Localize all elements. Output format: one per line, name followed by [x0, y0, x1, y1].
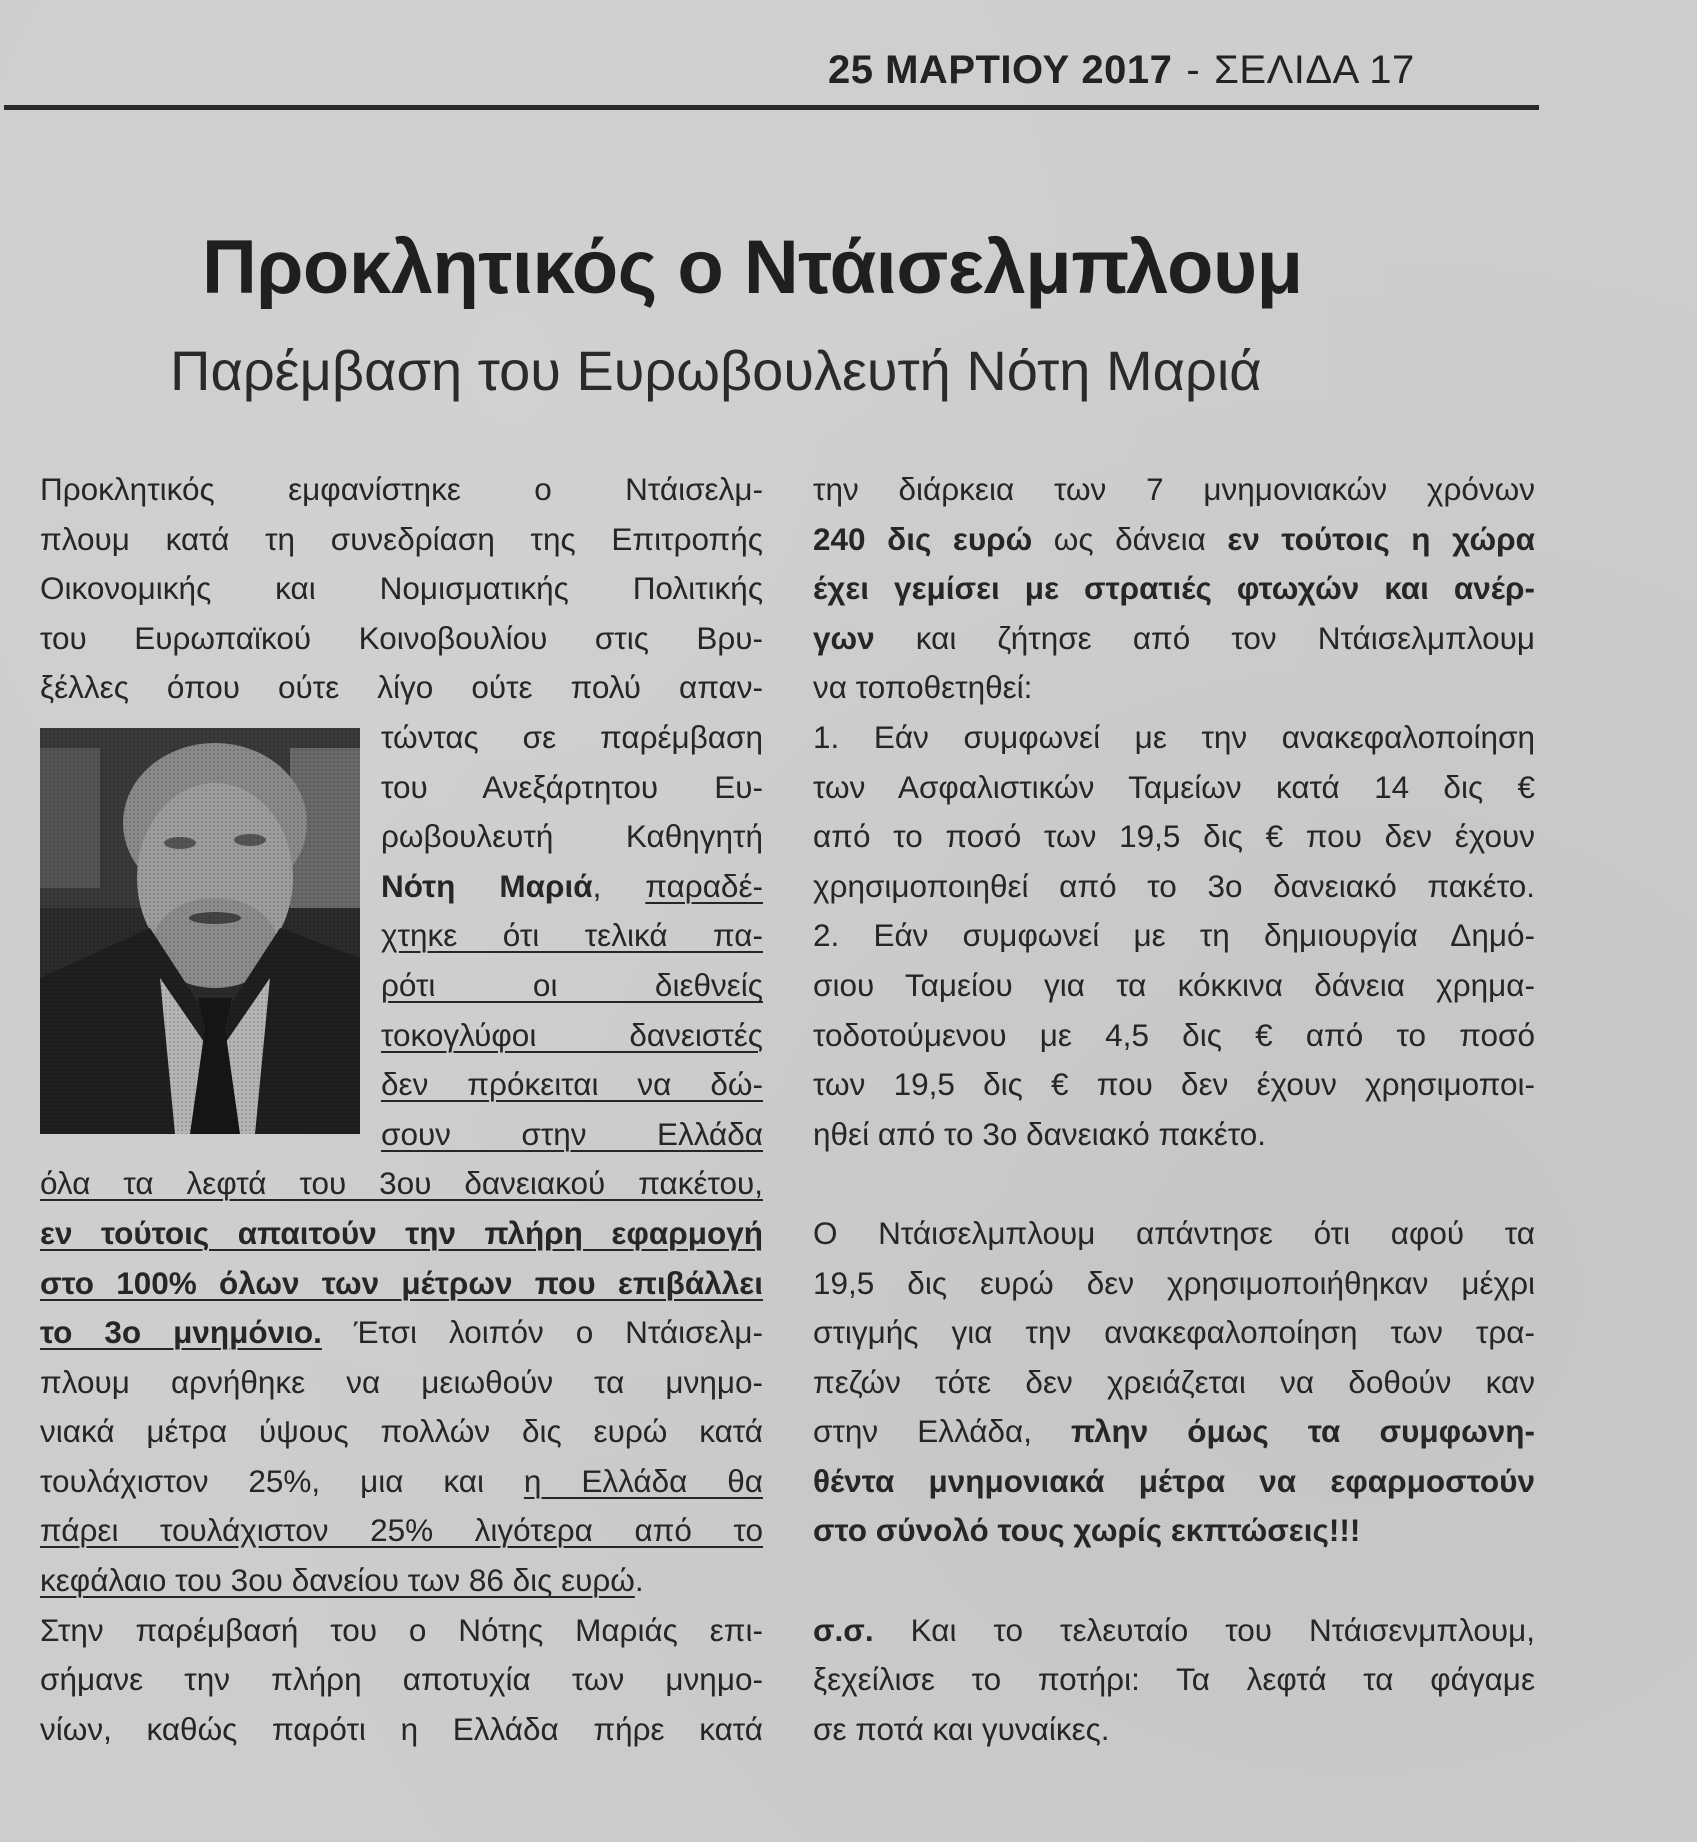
bold-text: γων [813, 619, 875, 656]
text-line [40, 1556, 763, 1606]
text-line: Ο Ντάισελμπλουμ απάντησε ότι αφού τα [813, 1214, 1535, 1251]
bold-text: 240 δις ευρώ [813, 520, 1033, 557]
list-item-2: 2. Εάν συμφωνεί με τη δημιουργία Δημό- [813, 917, 1535, 954]
underlined-line: ρότι οι διεθνείς [381, 966, 763, 1003]
text-line: ηθεί από το 3ο δανειακό πακέτο. [813, 1115, 1267, 1152]
text-line: πεζών τότε δεν χρειάζεται να δοθούν καν [813, 1363, 1535, 1400]
text-span: Έτσι λοιπόν ο Ντάισελμ- [321, 1314, 763, 1351]
text-line: σε ποτά και γυναίκες. [813, 1710, 1110, 1747]
text-span: τουλάχιστον 25%, μια και [40, 1462, 524, 1499]
editor-note-label: σ.σ. [813, 1611, 874, 1648]
text-line: ξέλλες όπου ούτε λίγο ούτε πολύ απαν- [40, 669, 763, 706]
paragraph-gap [813, 1159, 1535, 1209]
text-line: τώντας σε παρέμβαση [381, 718, 763, 755]
underlined-line: τοκογλύφοι δανειστές [381, 1016, 763, 1053]
text-line: Οικονομικής και Νομισματικής Πολιτικής [40, 570, 763, 607]
text-line: στιγμής για την ανακεφαλοποίηση των τρα- [813, 1314, 1535, 1351]
underlined-line: δεν πρόκειται να δώ- [381, 1066, 763, 1103]
text-line: Προκλητικός εμφανίστηκε ο Ντάισελμ- [40, 471, 763, 507]
underlined-text: παραδέ- [645, 867, 763, 904]
text-line [813, 1606, 1535, 1656]
header-separator: - [1186, 48, 1201, 92]
article-column-right [813, 465, 1535, 1754]
underlined-line: όλα τα λεφτά του 3ου δανειακού πακέτου, [40, 1165, 763, 1202]
text-line: σήμανε την πλήρη αποτυχία των μνημο- [40, 1661, 763, 1698]
page-number: ΣΕΛΙΔΑ 17 [1214, 48, 1415, 92]
text-line: νίων, καθώς παρότι η Ελλάδα πήρε κατά [40, 1710, 763, 1747]
text-line: ξεχείλισε το ποτήρι: Τα λεφτά τα φάγαμε [813, 1661, 1535, 1698]
text-line [813, 1407, 1535, 1457]
bold-underlined-line: στο 100% όλων των μέτρων που επιβάλλει [40, 1264, 763, 1301]
text-line: χρησιμοποιηθεί από το 3ο δανειακό πακέτο. [813, 867, 1535, 904]
period: . [634, 1562, 644, 1599]
text-span: ως δάνεια [1032, 520, 1228, 557]
text-line: την διάρκεια των 7 μνημονιακών χρόνων [813, 471, 1535, 507]
text-line: τοδοτούμενου με 4,5 δις € από το ποσό [813, 1016, 1535, 1053]
text-line: του Ανεξάρτητου Ευ- [381, 768, 763, 805]
text-line: των 19,5 δις € που δεν έχουν χρησιμοποι- [813, 1066, 1535, 1103]
bold-underlined-line: εν τούτοις απαιτούν την πλήρη εφαρμογή [40, 1214, 763, 1251]
bold-text: εν τούτοις η χώρα [1227, 520, 1536, 557]
text-span: Και το τελευταίο του Ντάισενμπλουμ, [873, 1611, 1535, 1648]
text-wrap-beside-photo [381, 713, 763, 1159]
paragraph-gap [813, 1556, 1535, 1606]
article-column-left [40, 465, 763, 1754]
text-line [813, 614, 1535, 664]
list-item-1: 1. Εάν συμφωνεί με την ανακεφαλοποίηση [813, 718, 1535, 755]
text-line: να τοποθετηθεί: [813, 669, 1033, 706]
underlined-line: χτηκε ότι τελικά πα- [381, 917, 763, 954]
mep-name: Νότη Μαριά [381, 867, 593, 904]
bold-line: στο σύνολό τους χωρίς εκπτώσεις!!! [813, 1512, 1361, 1549]
text-span: στην Ελλάδα, [813, 1413, 1072, 1450]
text-line: ρωβουλευτή Καθηγητή [381, 818, 763, 855]
issue-date: 25 ΜΑΡΤΙΟΥ 2017 [828, 48, 1173, 92]
text-line: πλουμ κατά τη συνεδρίαση της Επιτροπής [40, 520, 763, 557]
text-line: του Ευρωπαϊκού Κοινοβουλίου στις Βρυ- [40, 619, 763, 656]
underlined-line: σουν στην Ελλάδα [381, 1115, 763, 1152]
text-line: σιου Ταμείου για τα κόκκινα δάνεια χρημα- [813, 966, 1535, 1003]
bold-underlined-text: το 3ο μνημόνιο. [40, 1314, 322, 1351]
underlined-line: πάρει τουλάχιστον 25% λιγότερα από το [40, 1512, 763, 1549]
text-line: από το ποσό των 19,5 δις € που δεν έχουν [813, 818, 1535, 855]
text-span: και ζήτησε από τον Ντάισελμπλουμ [874, 619, 1535, 656]
text-line: των Ασφαλιστικών Ταμείων κατά 14 δις € [813, 768, 1535, 805]
article-title: Προκλητικός ο Ντάισελμπλουμ [202, 225, 1303, 310]
text-line [40, 1308, 763, 1358]
article-subtitle: Παρέμβαση του Ευρωβουλευτή Νότη Μαριά [170, 339, 1262, 402]
header-rule [4, 105, 1539, 110]
bold-line: θέντα μνημονιακά μέτρα να εφαρμοστούν [813, 1462, 1535, 1499]
bold-text: πλην όμως τα συμφωνη- [1071, 1413, 1536, 1450]
text-line [813, 515, 1535, 565]
text-line: 19,5 δις ευρώ δεν χρησιμοποιήθηκαν μέχρι [813, 1264, 1535, 1301]
bold-line: έχει γεμίσει με στρατιές φτωχών και ανέρ- [813, 570, 1535, 607]
text-line: Στην παρέμβασή του ο Νότης Μαριάς επι- [40, 1611, 763, 1648]
underlined-text: η Ελλάδα θα [523, 1462, 763, 1499]
text-line: πλουμ αρνήθηκε να μειωθούν τα μνημο- [40, 1363, 763, 1400]
text-line: νιακά μέτρα ύψους πολλών δις ευρώ κατά [40, 1413, 763, 1450]
text-line [40, 1457, 763, 1507]
comma: , [592, 867, 646, 904]
underlined-text: κεφάλαιο του 3ου δανείου των 86 δις ευρώ [40, 1562, 635, 1599]
text-line [381, 862, 763, 912]
page-header [828, 48, 1415, 93]
